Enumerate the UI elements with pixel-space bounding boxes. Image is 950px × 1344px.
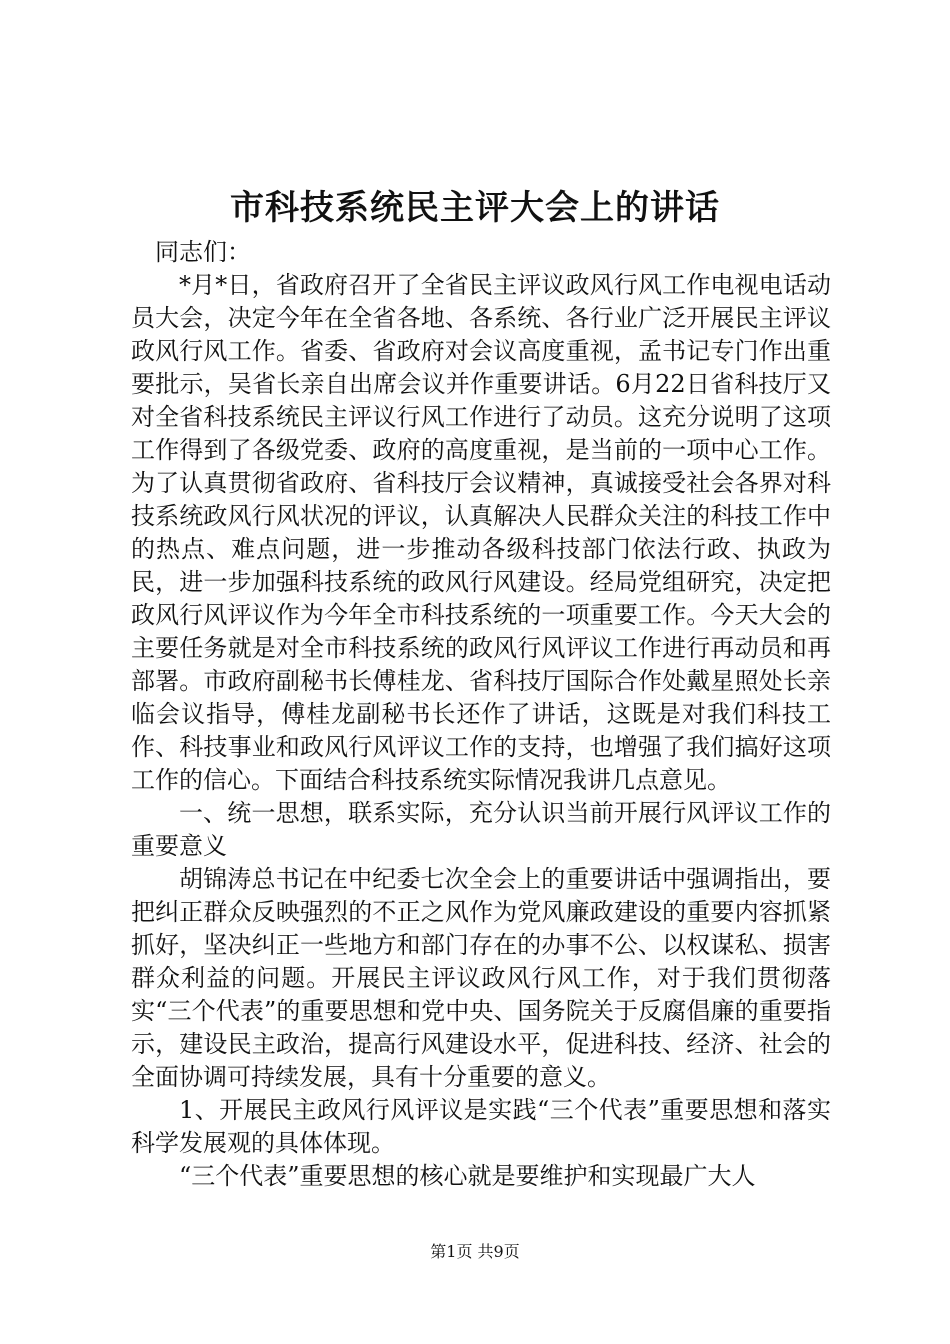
document-body: [131, 236, 831, 1193]
greeting: 同志们：: [155, 238, 251, 266]
section-heading: 一、统一思想，联系实际，充分认识当前开展行风评议工作的重要意义: [131, 799, 831, 860]
page-footer: 第1页 共9页: [430, 1242, 520, 1261]
subsection-heading: 1、开展民主政风行风评议是实践“三个代表”重要思想和落实科学发展观的具体体现。: [131, 1096, 831, 1157]
paragraph: “三个代表”重要思想的核心就是要维护和实现最广大人: [179, 1162, 756, 1190]
paragraph: *月*日，省政府召开了全省民主评议政风行风工作电视电话动员大会，决定今年在全省各地、各系统、各行业广泛开展民主评议政风行风工作。省委、省政府对会议高度重视，孟书记专门作出重要批示，吴省长亲自出席会议并作重要讲话。6月22日省科技厅又对全省科技系统民主评议行风工作进行了动员。这充分说明了这项工作得到了各级党委、政府的高度重视，是当前的一项中心工作。为了认真贯彻省政府、省科技厅会议精神，真诚接受社会各界对科技系统政风行风状况的评议，认真解决人民群众关注的科技工作中的热点、难点问题，进一步推动各级科技部门依法行政、执政为民，进一步加强科技系统的政风行风建设。经局党组研究，决定把政风行风评议作为今年全市科技系统的一项重要工作。今天大会的主要任务就是对全市科技系统的政风行风评议工作进行再动员和再部署。市政府副秘书长傅桂龙、省科技厅国际合作处戴星照处长亲临会议指导，傅桂龙副秘书长还作了讲话，这既是对我们科技工作、科技事业和政风行风评议工作的支持，也增强了我们搞好这项工作的信心。下面结合科技系统实际情况我讲几点意见。: [131, 271, 831, 794]
paragraph: 胡锦涛总书记在中纪委七次全会上的重要讲话中强调指出，要把纠正群众反映强烈的不正之风作为党风廉政建设的重要内容抓紧抓好，坚决纠正一些地方和部门存在的办事不公、以权谋私、损害群众利益的问题。开展民主评议政风行风工作，对于我们贯彻落实“三个代表”的重要思想和党中央、国务院关于反腐倡廉的重要指示，建设民主政治，提高行风建设水平，促进科技、经济、社会的全面协调可持续发展，具有十分重要的意义。: [131, 865, 831, 1091]
document-title: 市科技系统民主评大会上的讲话: [230, 188, 720, 228]
